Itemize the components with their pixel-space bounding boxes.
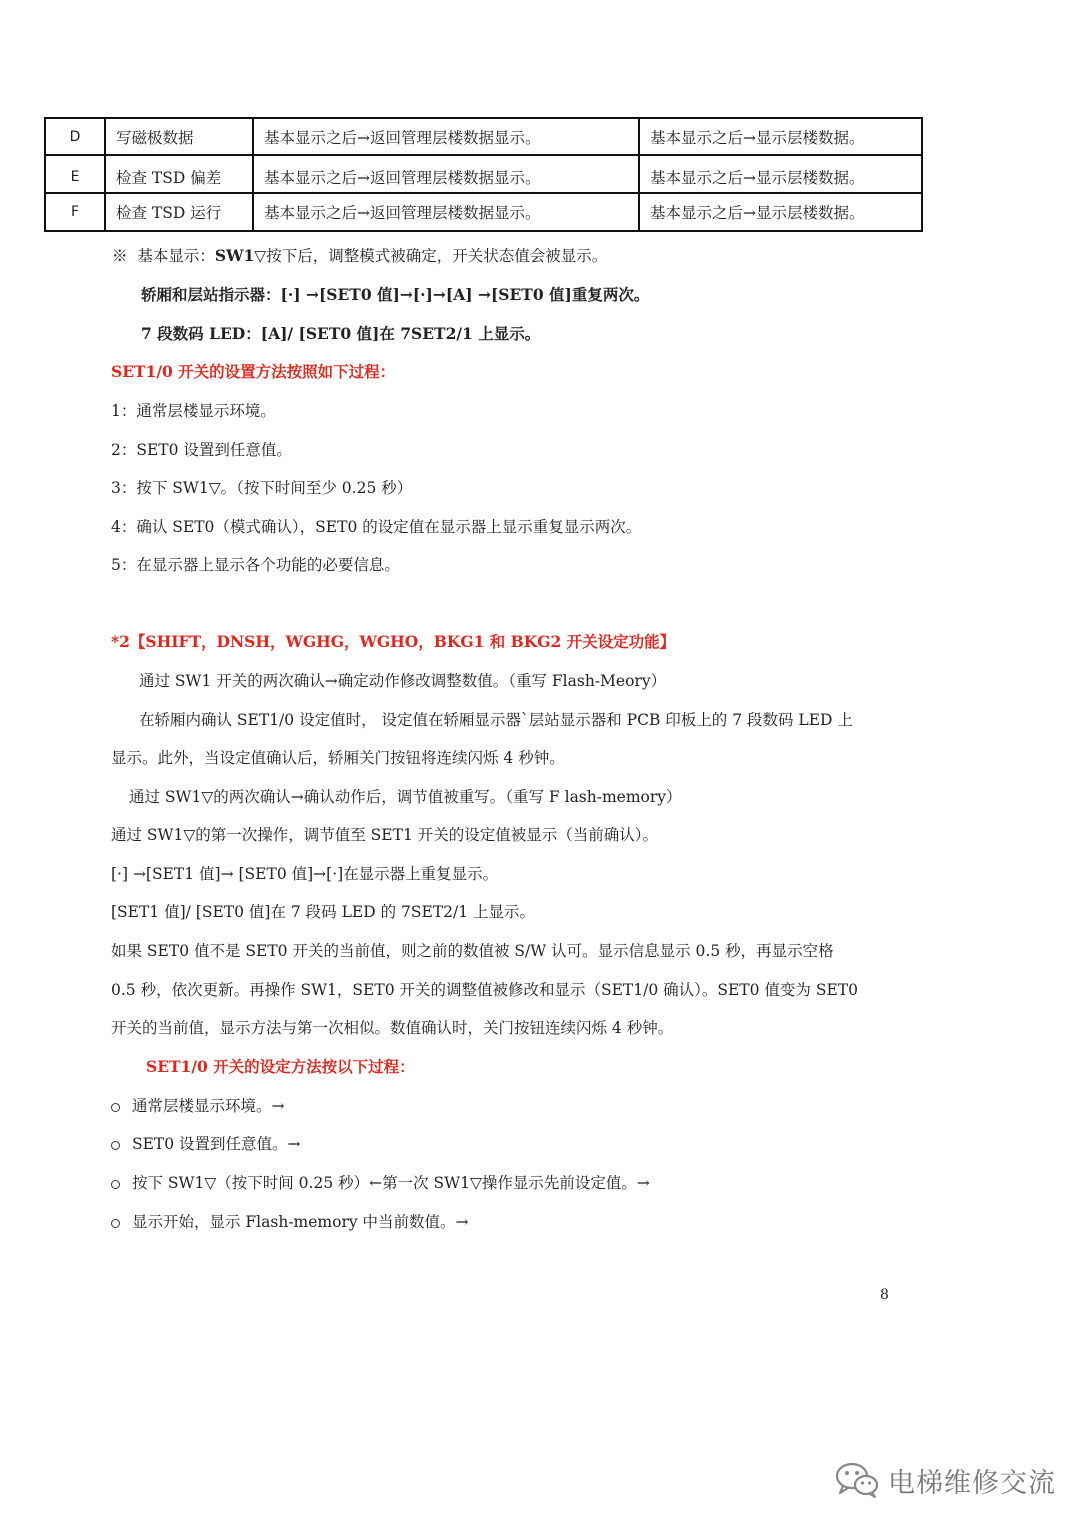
section3-heading: SET1/0 开关的设定方法按以下过程： bbox=[146, 1057, 415, 1076]
bullet-item: 按下 SW1▽（按下时间 0.25 秒）←第一次 SW1▽操作显示先前设定值。→ bbox=[132, 1174, 650, 1192]
paragraph-line: 0.5 秒，依次更新。再操作 SW1，SET0 开关的调整值被修改和显示（SET1/0 确认）。SET0 值变为 SET0 bbox=[111, 981, 858, 999]
table-cell-result: 基本显示之后→显示层楼数据。 bbox=[639, 193, 922, 231]
bullet-item: 通常层楼显示环境。→ bbox=[132, 1097, 285, 1115]
note-indicator: 轿厢和层站指示器：[·] →[SET0 值]→[·]→[A] →[SET0 值]重复两次。 bbox=[141, 285, 650, 304]
reference-mark: ※ bbox=[112, 247, 128, 265]
section1-heading: SET1/0 开关的设置方法按照如下过程： bbox=[111, 362, 396, 381]
watermark-text: 电梯维修交流 bbox=[888, 1467, 1056, 1499]
bullet-circle-icon bbox=[111, 1141, 120, 1150]
table-cell-action: 基本显示之后→返回管理层楼数据显示。 bbox=[253, 193, 639, 231]
step-item: 4：确认 SET0（模式确认），SET0 的设定值在显示器上显示重复显示两次。 bbox=[111, 518, 642, 536]
bullet-circle-icon bbox=[111, 1180, 120, 1189]
bullet-circle-icon bbox=[111, 1103, 120, 1112]
note-basic-display bbox=[112, 246, 607, 266]
table-cell-result: 基本显示之后→显示层楼数据。 bbox=[639, 118, 922, 155]
paragraph-line: 显示。此外，当设定值确认后，轿厢关门按钮将连续闪烁 4 秒钟。 bbox=[111, 749, 565, 767]
page-number: 8 bbox=[880, 1287, 889, 1303]
paragraph-line: 开关的当前值，显示方法与第一次相似。数值确认时，关门按钮连续闪烁 4 秒钟。 bbox=[111, 1019, 674, 1037]
step-item: 3：按下 SW1▽。（按下时间至少 0.25 秒） bbox=[111, 479, 413, 497]
watermark bbox=[834, 1458, 1056, 1502]
paragraph-line: 如果 SET0 值不是 SET0 开关的当前值，则之前的数值被 S/W 认可。显示信息显示 0.5 秒，再显示空格 bbox=[111, 942, 834, 960]
table-cell-action: 基本显示之后→返回管理层楼数据显示。 bbox=[253, 155, 639, 193]
bullet-circle-icon bbox=[111, 1219, 120, 1228]
table-row bbox=[45, 118, 922, 155]
note-led: 7 段数码 LED：[A]/ [SET0 值]在 7SET2/1 上显示。 bbox=[141, 324, 541, 343]
wechat-icon bbox=[834, 1460, 880, 1500]
section2-heading: *2【SHIFT，DNSH，WGHG，WGHO，BKG1 和 BKG2 开关设定功能】 bbox=[111, 632, 676, 651]
step-item: 2：SET0 设置到任意值。 bbox=[111, 441, 292, 459]
table-cell-name: 检查 TSD 偏差 bbox=[105, 155, 253, 193]
table-row bbox=[45, 155, 922, 193]
paragraph-line: 通过 SW1▽的第一次操作，调节值至 SET1 开关的设定值被显示（当前确认）。 bbox=[111, 826, 658, 844]
function-table bbox=[44, 117, 923, 232]
table-cell-name: 写磁极数据 bbox=[105, 118, 253, 155]
table-cell-code: F bbox=[45, 193, 105, 231]
table-cell-code: E bbox=[45, 155, 105, 193]
table-row bbox=[45, 193, 922, 231]
bullet-item: SET0 设置到任意值。→ bbox=[132, 1135, 301, 1153]
paragraph-line: 通过 SW1▽的两次确认→确认动作后，调节值被重写。（重写 F lash-memory） bbox=[129, 788, 682, 806]
paragraph-line: [SET1 值]/ [SET0 值]在 7 段码 LED 的 7SET2/1 上显示。 bbox=[111, 903, 535, 921]
table-cell-action: 基本显示之后→返回管理层楼数据显示。 bbox=[253, 118, 639, 155]
table-cell-code: D bbox=[45, 118, 105, 155]
table-cell-result: 基本显示之后→显示层楼数据。 bbox=[639, 155, 922, 193]
paragraph-line: [·] →[SET1 值]→ [SET0 值]→[·]在显示器上重复显示。 bbox=[111, 865, 499, 883]
table-cell-name: 检查 TSD 运行 bbox=[105, 193, 253, 231]
step-item: 5：在显示器上显示各个功能的必要信息。 bbox=[111, 556, 400, 574]
note-basic-sw: SW1 bbox=[214, 246, 255, 265]
paragraph-line: 在轿厢内确认 SET1/0 设定值时， 设定值在轿厢显示器`层站显示器和 PCB 印板上的 7 段数码 LED 上 bbox=[139, 711, 853, 729]
note-basic-label: 基本显示： bbox=[137, 247, 215, 265]
bullet-item: 显示开始，显示 Flash-memory 中当前数值。→ bbox=[132, 1213, 469, 1231]
step-item: 1：通常层楼显示环境。 bbox=[111, 402, 276, 420]
paragraph-line: 通过 SW1 开关的两次确认→确定动作修改调整数值。（重写 Flash-Meory） bbox=[139, 672, 667, 690]
note-basic-rest: ▽按下后，调整模式被确定，开关状态值会被显示。 bbox=[254, 247, 608, 265]
